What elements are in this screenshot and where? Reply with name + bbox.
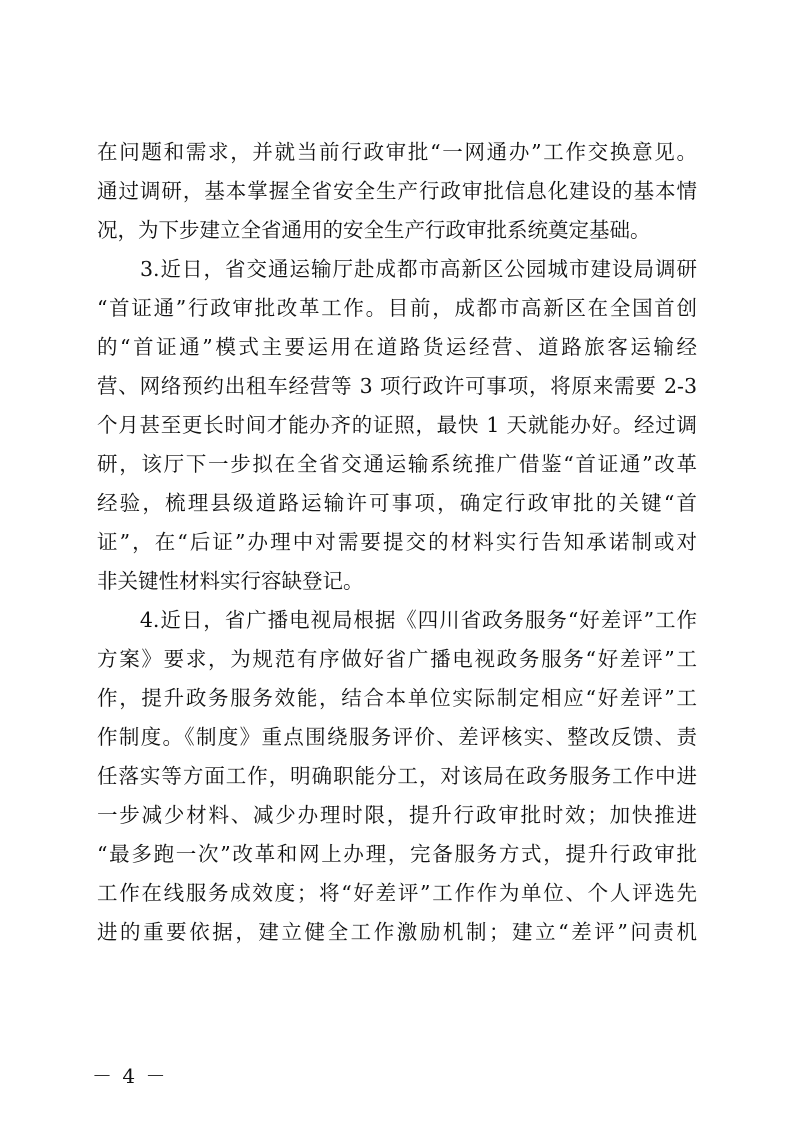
- text-line: 经验，梳理县级道路运输许可事项，确定行政审批的关键“首: [97, 491, 697, 515]
- text-line: 作，提升政务服务效能，结合本单位实际制定相应“好差评”工: [97, 686, 697, 710]
- text-line: 进的重要依据，建立健全工作激励机制；建立“差评”问责机: [97, 920, 697, 944]
- text-line: 任落实等方面工作，明确职能分工，对该局在政务服务工作中进: [97, 764, 697, 788]
- text-line: 3.近日，省交通运输厅赴成都市高新区公园城市建设局调研: [97, 257, 697, 281]
- text-line: 况，为下步建立全省通用的安全生产行政审批系统奠定基础。: [97, 218, 651, 242]
- text-line: 研，该厅下一步拟在全省交通运输系统推广借鉴“首证通”改革: [97, 452, 697, 476]
- text-line: 非关键性材料实行容缺登记。: [97, 569, 364, 593]
- text-line: “最多跑一次”改革和网上办理，完备服务方式，提升行政审批: [97, 842, 697, 866]
- text-line: “首证通”行政审批改革工作。目前，成都市高新区在全国首创: [97, 296, 697, 320]
- page-number: － 4 －: [92, 1064, 168, 1088]
- text-line: 证”，在“后证”办理中对需要提交的材料实行告知承诺制或对: [97, 530, 697, 554]
- text-line: 工作在线服务成效度；将“好差评”工作作为单位、个人评选先: [97, 881, 697, 905]
- body-text: [97, 133, 697, 952]
- text-line: 营、网络预约出租车经营等 3 项行政许可事项，将原来需要 2-3: [97, 374, 697, 398]
- text-line: 4.近日，省广播电视局根据《四川省政务服务“好差评”工作: [97, 608, 697, 632]
- text-line: 作制度。《制度》重点围绕服务评价、差评核实、整改反馈、责: [97, 725, 697, 749]
- text-line: 在问题和需求，并就当前行政审批“一网通办”工作交换意见。: [97, 140, 697, 164]
- text-line: 一步减少材料、减少办理时限，提升行政审批时效；加快推进: [97, 803, 697, 827]
- text-line: 方案》要求，为规范有序做好省广播电视政务服务“好差评”工: [97, 647, 697, 671]
- text-line: 通过调研，基本掌握全省安全生产行政审批信息化建设的基本情: [97, 179, 697, 203]
- text-line: 个月甚至更长时间才能办齐的证照，最快 1 天就能办好。经过调: [97, 413, 697, 437]
- text-line: 的“首证通”模式主要运用在道路货运经营、道路旅客运输经: [97, 335, 697, 359]
